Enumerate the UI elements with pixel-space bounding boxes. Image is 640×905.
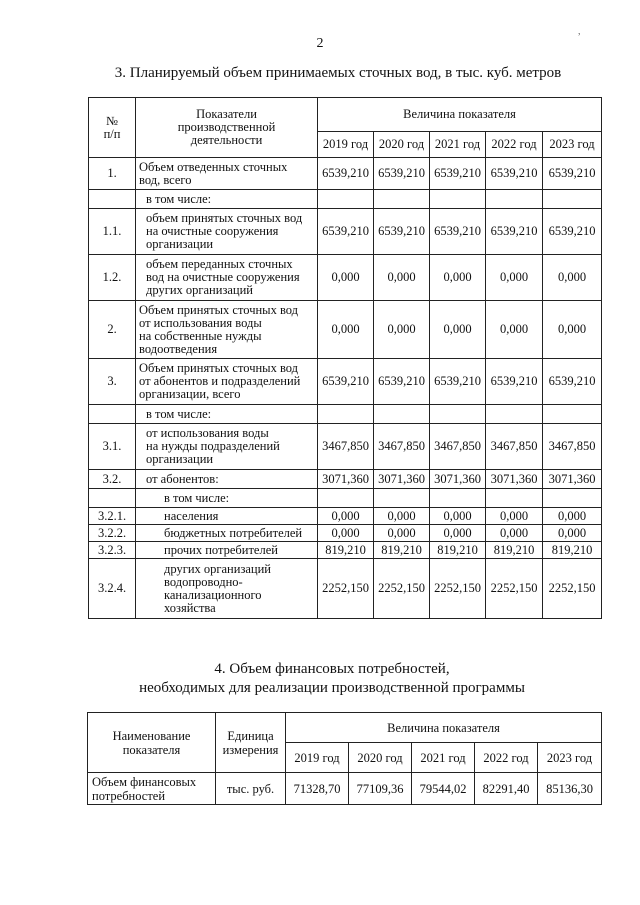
year-header: 2019 год: [318, 132, 374, 158]
value-cell: 6539,210: [486, 209, 543, 255]
row-label: объем переданных сточных вод на очистные сооружения других организаций: [136, 255, 318, 301]
table-row: [89, 559, 602, 619]
year-header: 2019 год: [286, 743, 349, 773]
value-cell: 85136,30: [538, 773, 602, 805]
value-cell: 0,000: [486, 508, 543, 525]
header-unit: Единица измерения: [216, 713, 286, 773]
value-cell: 0,000: [486, 255, 543, 301]
value-cell: 0,000: [318, 525, 374, 542]
value-cell: 2252,150: [430, 559, 486, 619]
row-label: объем принятых сточных вод на очистные сооружения организации: [136, 209, 318, 255]
value-cell: [543, 489, 602, 508]
value-cell: 3071,360: [374, 470, 430, 489]
table-row: [89, 525, 602, 542]
value-cell: 0,000: [430, 525, 486, 542]
row-label: Объем отведенных сточных вод, всего: [136, 158, 318, 190]
row-number: 1.1.: [89, 209, 136, 255]
table-row: [89, 489, 602, 508]
scan-mark: ,: [578, 26, 581, 37]
value-cell: 2252,150: [486, 559, 543, 619]
page-number: 2: [316, 36, 324, 51]
value-cell: 0,000: [430, 508, 486, 525]
row-number: 3.2.3.: [89, 542, 136, 559]
row-label: в том числе:: [136, 190, 318, 209]
row-label: других организаций водопроводно- канализационного хозяйства: [136, 559, 318, 619]
year-header: 2022 год: [486, 132, 543, 158]
value-cell: [486, 190, 543, 209]
row-name: Объем финансовых потребностей: [88, 773, 216, 805]
value-cell: 819,210: [486, 542, 543, 559]
value-cell: 6539,210: [318, 209, 374, 255]
row-label: населения: [136, 508, 318, 525]
value-cell: [430, 190, 486, 209]
value-cell: 0,000: [430, 301, 486, 359]
row-number: 3.2.1.: [89, 508, 136, 525]
year-header: 2021 год: [412, 743, 475, 773]
row-number: 3.2.4.: [89, 559, 136, 619]
year-header: 2020 год: [374, 132, 430, 158]
year-header: 2023 год: [543, 132, 602, 158]
row-label: от использования воды на нужды подразделений организации: [136, 424, 318, 470]
value-cell: 82291,40: [475, 773, 538, 805]
value-cell: 6539,210: [374, 158, 430, 190]
value-cell: 6539,210: [430, 209, 486, 255]
value-cell: [318, 190, 374, 209]
table-row: [89, 158, 602, 190]
value-cell: 3467,850: [318, 424, 374, 470]
value-cell: 6539,210: [430, 158, 486, 190]
value-cell: [318, 405, 374, 424]
section-4-title: [12, 660, 640, 698]
value-cell: 2252,150: [318, 559, 374, 619]
year-header: 2022 год: [475, 743, 538, 773]
table-row: [89, 470, 602, 489]
value-cell: 6539,210: [486, 158, 543, 190]
row-number: 2.: [89, 301, 136, 359]
value-cell: 0,000: [318, 255, 374, 301]
value-cell: [486, 405, 543, 424]
value-cell: 0,000: [543, 525, 602, 542]
row-number: 3.: [89, 359, 136, 405]
value-cell: 0,000: [486, 525, 543, 542]
value-cell: [374, 405, 430, 424]
row-label: Объем принятых сточных вод от абонентов и подразделений организации, всего: [136, 359, 318, 405]
row-label: Объем принятых сточных вод от использования воды на собственные нужды водоотведения: [136, 301, 318, 359]
value-cell: 819,210: [374, 542, 430, 559]
value-cell: 6539,210: [543, 209, 602, 255]
value-cell: 2252,150: [543, 559, 602, 619]
header-value-group: Величина показателя: [318, 98, 602, 132]
value-cell: 819,210: [318, 542, 374, 559]
value-cell: 0,000: [318, 301, 374, 359]
year-header: 2021 год: [430, 132, 486, 158]
section-3-title: 3. Планируемый объем принимаемых сточных вод, в тыс. куб. метров: [114, 65, 562, 81]
value-cell: 6539,210: [318, 359, 374, 405]
row-number: [89, 489, 136, 508]
row-number: 3.2.: [89, 470, 136, 489]
row-label: в том числе:: [136, 489, 318, 508]
value-cell: 819,210: [430, 542, 486, 559]
financial-needs-table: [87, 712, 602, 805]
table-row: [89, 424, 602, 470]
value-cell: 3467,850: [430, 424, 486, 470]
value-cell: 3071,360: [543, 470, 602, 489]
table-row: [89, 301, 602, 359]
sewage-volume-table: [88, 97, 602, 619]
table-row: [89, 190, 602, 209]
row-label: бюджетных потребителей: [136, 525, 318, 542]
value-cell: 0,000: [543, 301, 602, 359]
table-row: [89, 209, 602, 255]
year-header: 2020 год: [349, 743, 412, 773]
header-name: Наименование показателя: [88, 713, 216, 773]
value-cell: 2252,150: [374, 559, 430, 619]
value-cell: [430, 405, 486, 424]
value-cell: [543, 190, 602, 209]
row-label: в том числе:: [136, 405, 318, 424]
row-number: 3.1.: [89, 424, 136, 470]
table-row: [89, 542, 602, 559]
value-cell: [430, 489, 486, 508]
value-cell: 6539,210: [543, 359, 602, 405]
row-number: 3.2.2.: [89, 525, 136, 542]
value-cell: 6539,210: [318, 158, 374, 190]
value-cell: 0,000: [374, 525, 430, 542]
value-cell: 6539,210: [486, 359, 543, 405]
header-value-group: Величина показателя: [286, 713, 602, 743]
value-cell: 71328,70: [286, 773, 349, 805]
value-cell: 3071,360: [318, 470, 374, 489]
year-header: 2023 год: [538, 743, 602, 773]
row-unit: тыс. руб.: [216, 773, 286, 805]
row-number: [89, 405, 136, 424]
value-cell: 0,000: [318, 508, 374, 525]
value-cell: 77109,36: [349, 773, 412, 805]
row-number: 1.: [89, 158, 136, 190]
value-cell: 3467,850: [543, 424, 602, 470]
value-cell: 3071,360: [486, 470, 543, 489]
row-label: прочих потребителей: [136, 542, 318, 559]
value-cell: 0,000: [486, 301, 543, 359]
row-number: [89, 190, 136, 209]
value-cell: 6539,210: [374, 359, 430, 405]
value-cell: 6539,210: [374, 209, 430, 255]
row-number: 1.2.: [89, 255, 136, 301]
header-indicator: Показатели производственной деятельности: [136, 98, 318, 158]
section-4-title-line2: необходимых для реализации производственной программы: [139, 680, 525, 696]
value-cell: 0,000: [374, 255, 430, 301]
value-cell: 6539,210: [543, 158, 602, 190]
value-cell: [374, 489, 430, 508]
value-cell: 79544,02: [412, 773, 475, 805]
value-cell: 0,000: [374, 301, 430, 359]
value-cell: [486, 489, 543, 508]
value-cell: 6539,210: [430, 359, 486, 405]
value-cell: 819,210: [543, 542, 602, 559]
value-cell: [318, 489, 374, 508]
value-cell: 3467,850: [374, 424, 430, 470]
table-row: [89, 359, 602, 405]
table-row: [89, 405, 602, 424]
value-cell: 0,000: [543, 508, 602, 525]
value-cell: 0,000: [543, 255, 602, 301]
value-cell: 3071,360: [430, 470, 486, 489]
value-cell: 3467,850: [486, 424, 543, 470]
value-cell: 0,000: [430, 255, 486, 301]
value-cell: [543, 405, 602, 424]
value-cell: 0,000: [374, 508, 430, 525]
table-row: [89, 255, 602, 301]
header-num: № п/п: [89, 98, 136, 158]
section-4-title-line1: 4. Объем финансовых потребностей,: [214, 661, 450, 677]
table-row: [89, 508, 602, 525]
row-label: от абонентов:: [136, 470, 318, 489]
value-cell: [374, 190, 430, 209]
